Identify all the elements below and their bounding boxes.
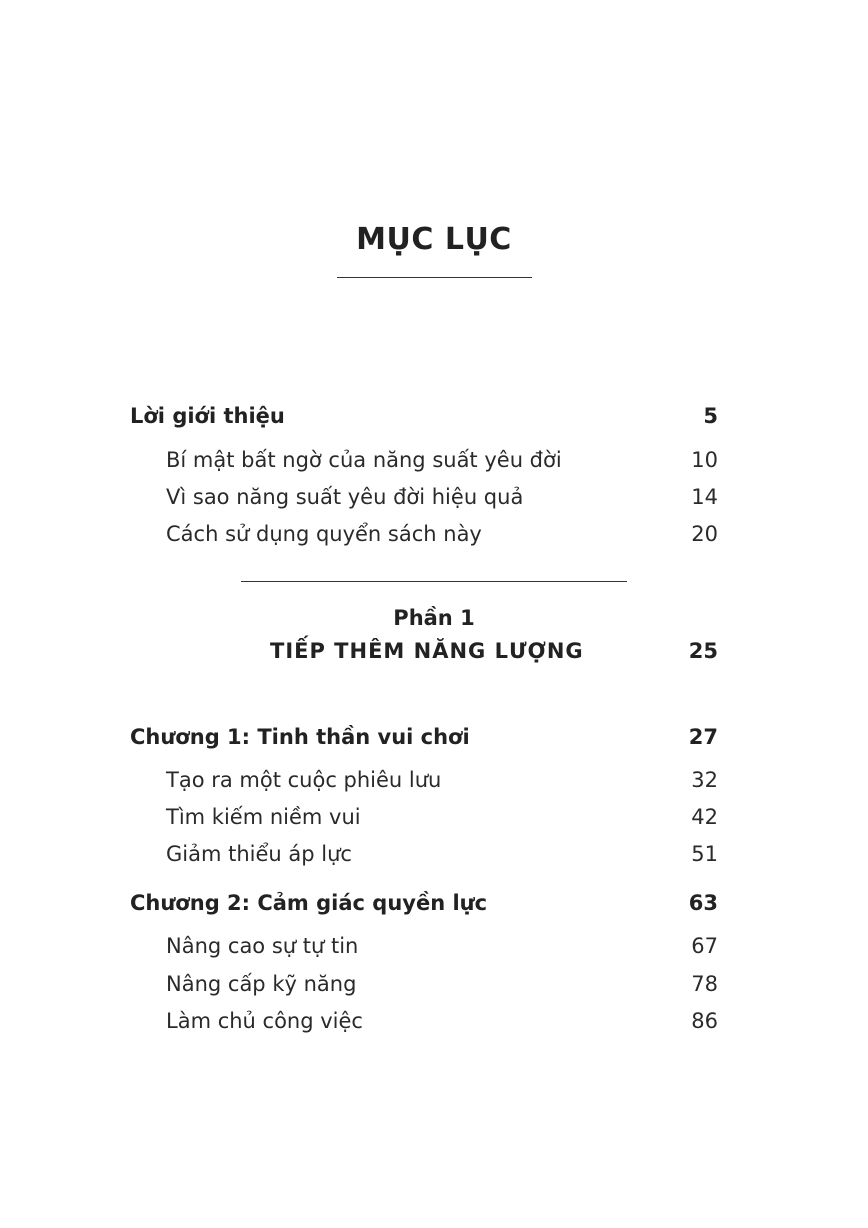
toc-entry-label: Chương 2: Cảm giác quyền lực	[130, 891, 488, 915]
toc-subentry-page: 42	[691, 805, 718, 829]
toc-entry-intro[interactable]	[130, 401, 718, 431]
toc-subentry[interactable]	[166, 482, 718, 512]
toc-subentry-label: Tạo ra một cuộc phiêu lưu	[166, 768, 442, 792]
toc-subentry[interactable]	[166, 969, 718, 999]
title-divider	[337, 277, 532, 278]
toc-entry-label: Chương 1: Tinh thần vui chơi	[130, 725, 470, 749]
toc-subentry-label: Làm chủ công việc	[166, 1009, 363, 1033]
toc-subentry[interactable]	[166, 1006, 718, 1036]
part-page: 25	[688, 639, 718, 663]
toc-subentry-label: Bí mật bất ngờ của năng suất yêu đời	[166, 448, 562, 472]
toc-subentry-label: Cách sử dụng quyển sách này	[166, 522, 482, 546]
toc-subentry-page: 20	[691, 522, 718, 546]
toc-subentry[interactable]	[166, 802, 718, 832]
toc-subentry-label: Tìm kiếm niềm vui	[166, 805, 361, 829]
toc-subentry-page: 14	[691, 485, 718, 509]
toc-subentry-label: Giảm thiểu áp lực	[166, 842, 352, 866]
toc-subentry-label: Vì sao năng suất yêu đời hiệu quả	[166, 485, 524, 509]
toc-subentry-page: 67	[691, 934, 718, 958]
part-title: TIẾP THÊM NĂNG LƯỢNG	[270, 639, 584, 663]
toc-subentry-page: 10	[691, 448, 718, 472]
toc-entry-label: Lời giới thiệu	[130, 404, 285, 428]
section-divider	[241, 581, 627, 582]
toc-entry-page: 27	[688, 725, 718, 749]
toc-subentry-label: Nâng cao sự tự tin	[166, 934, 359, 958]
toc-subentry[interactable]	[166, 445, 718, 475]
toc-subentry-page: 51	[691, 842, 718, 866]
toc-subentry[interactable]	[166, 765, 718, 795]
toc-entry-part[interactable]	[270, 636, 718, 666]
toc-entry-page: 63	[688, 891, 718, 915]
part-label: Phần 1	[393, 606, 475, 630]
toc-subentry-page: 78	[691, 972, 718, 996]
toc-entry-chapter[interactable]	[130, 888, 718, 918]
page-title: MỤC LỤC	[356, 222, 512, 257]
toc-subentry[interactable]	[166, 931, 718, 961]
toc-subentry-page: 32	[691, 768, 718, 792]
toc-entry-chapter[interactable]	[130, 722, 718, 752]
toc-subentry-page: 86	[691, 1009, 718, 1033]
toc-subentry[interactable]	[166, 839, 718, 869]
toc-subentry-label: Nâng cấp kỹ năng	[166, 972, 357, 996]
toc-entry-page: 5	[703, 404, 718, 428]
toc-subentry[interactable]	[166, 519, 718, 549]
